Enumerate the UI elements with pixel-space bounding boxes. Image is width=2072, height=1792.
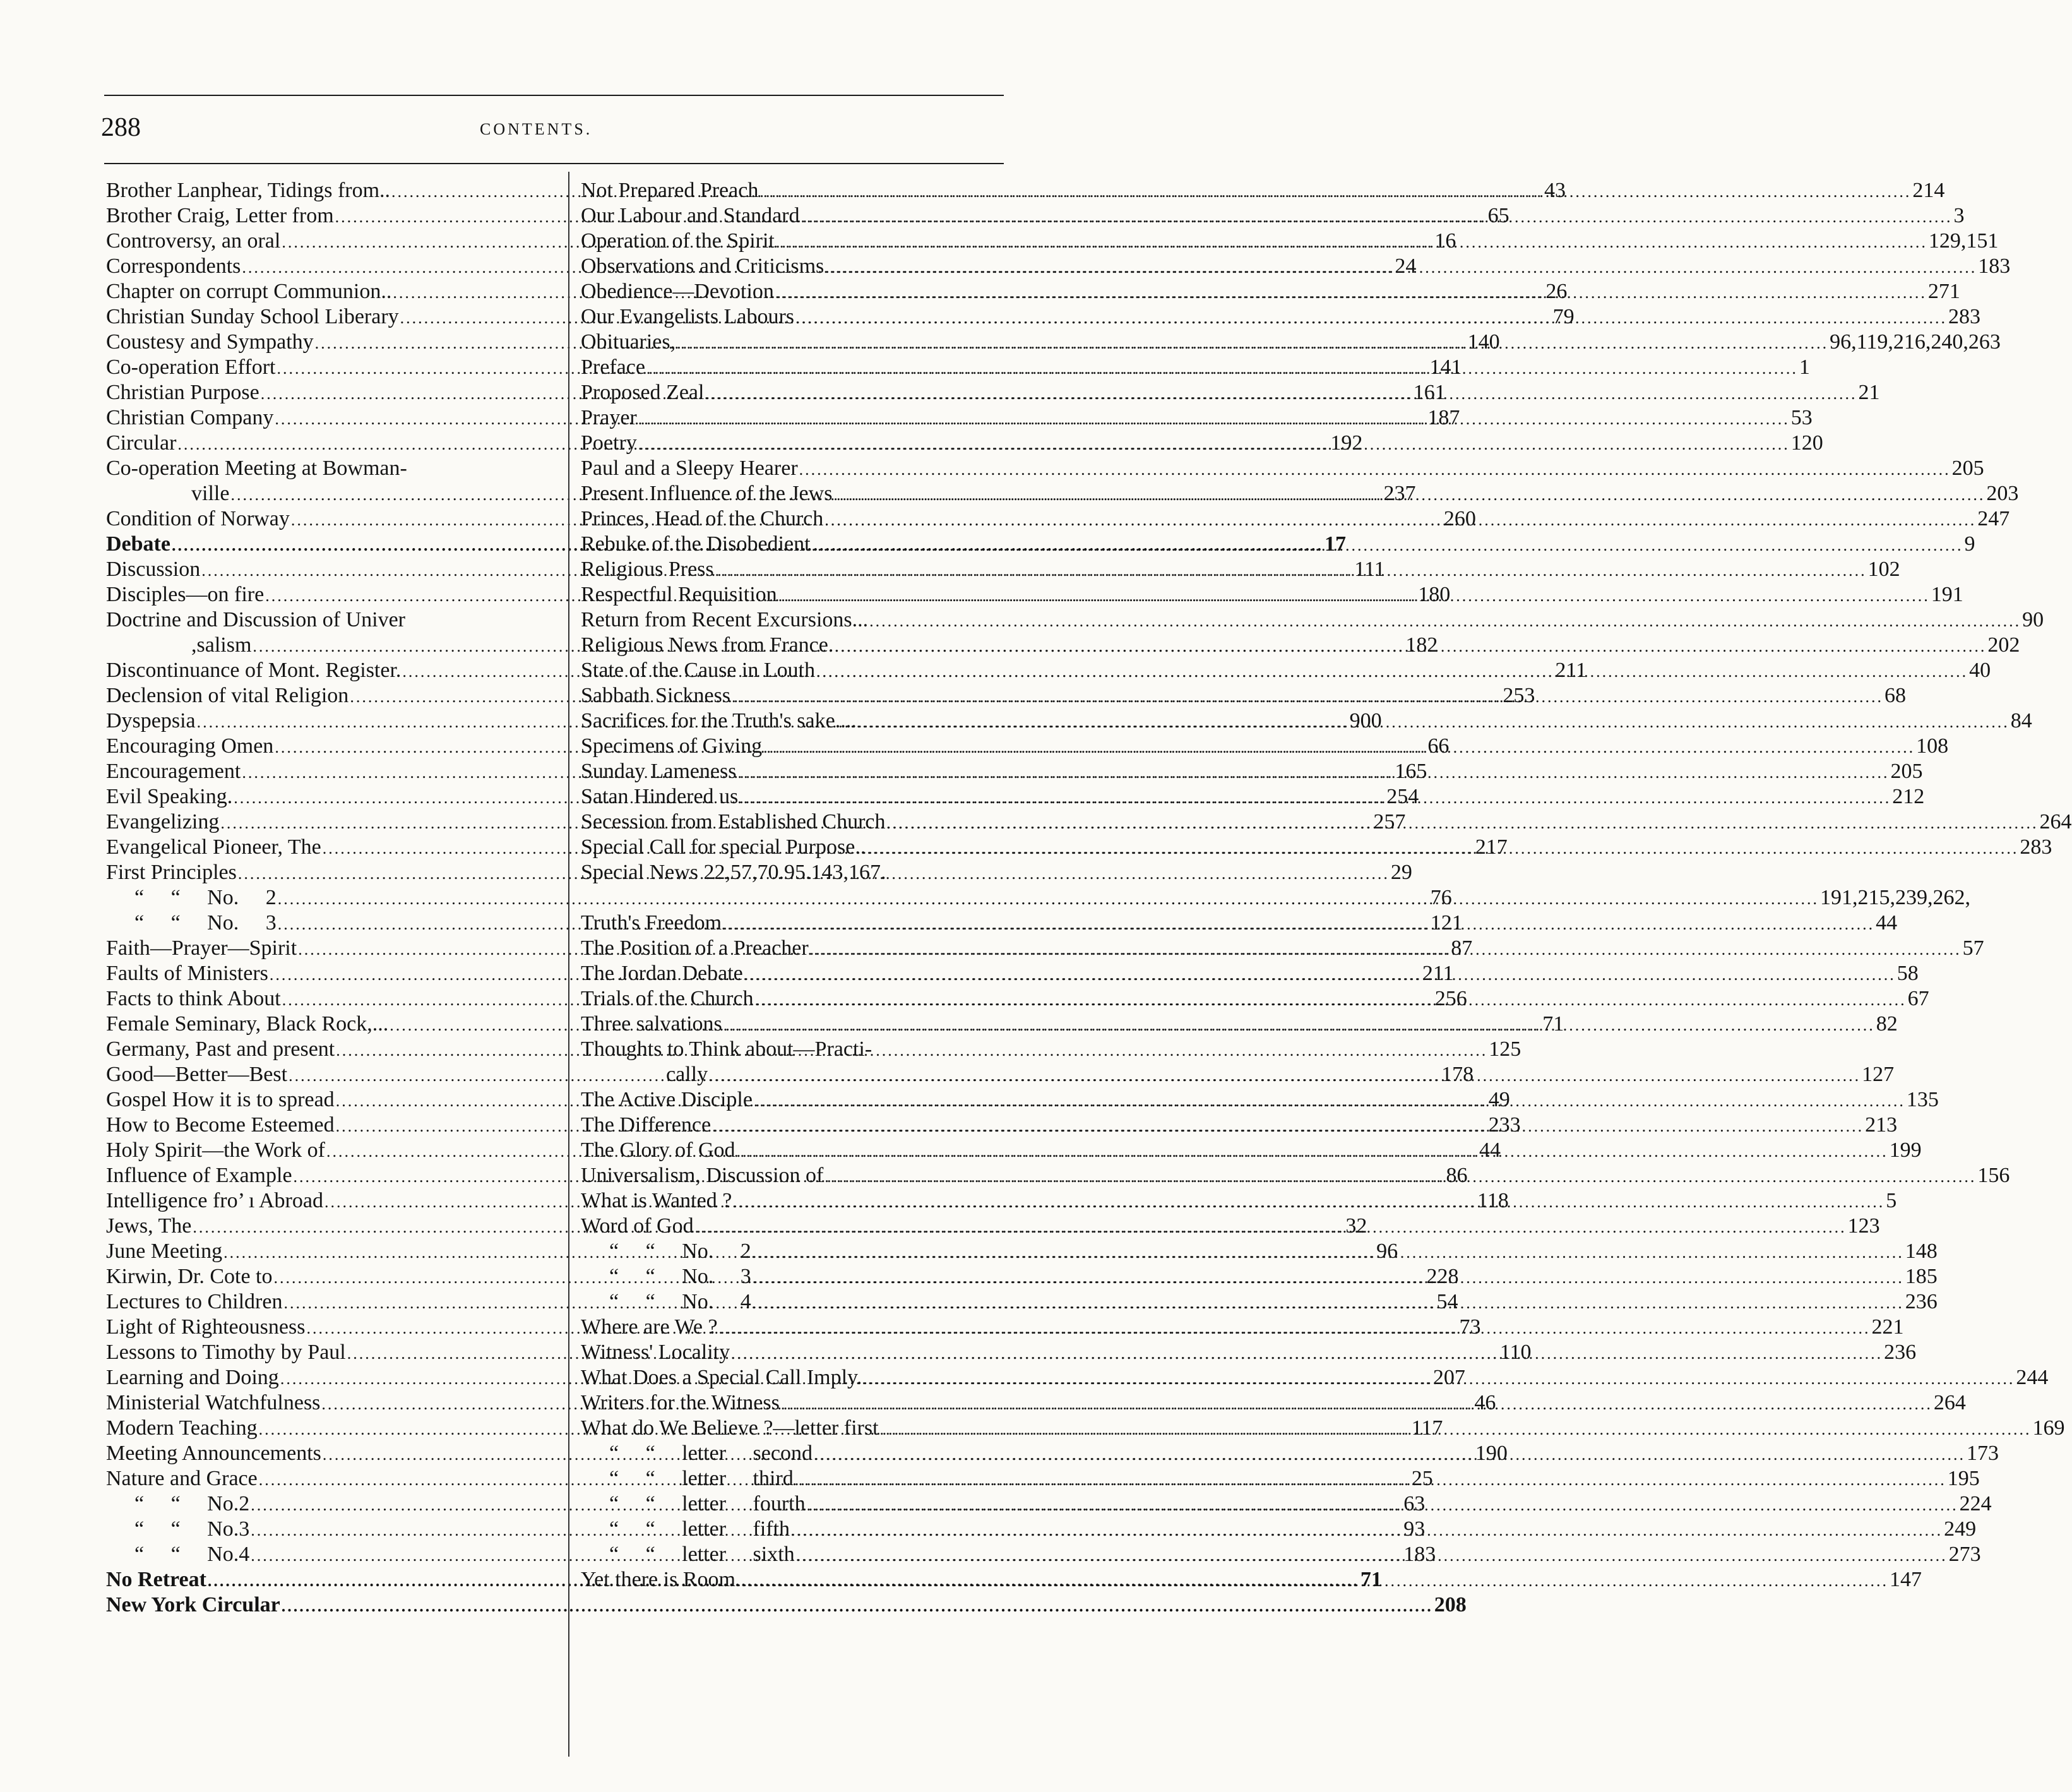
- entry-page: 273: [1948, 1543, 1981, 1566]
- entry-page: 5: [1886, 1189, 1897, 1212]
- dot-leader: [637, 432, 1791, 457]
- entry-title: What Does a Special Call Imply.: [581, 1366, 862, 1389]
- contents-entry: [106, 607, 554, 633]
- dot-leader: [751, 1265, 1905, 1291]
- entry-page: 65: [1487, 204, 1509, 227]
- entry-title: Not Prepared Preach: [581, 179, 759, 202]
- entry-title: Poetry: [581, 431, 637, 455]
- entry-title: “ “ letter second: [609, 1442, 813, 1465]
- entry-page: 205: [1890, 760, 1923, 783]
- entry-page: 202: [1987, 633, 2020, 657]
- entry-title: Observations and Criticisms: [581, 254, 825, 278]
- entry-title: Faults of Ministers: [106, 962, 268, 985]
- entry-page: 141: [1429, 355, 1462, 379]
- entry-page: 46: [1474, 1391, 1496, 1414]
- entry-title: cally: [666, 1063, 708, 1086]
- entry-title: Gospel How it is to spread: [106, 1088, 335, 1111]
- contents-entry: [581, 860, 1018, 885]
- entry-title: Christian Purpose: [106, 381, 259, 404]
- dot-leader: [722, 1013, 1876, 1038]
- entry-page: 93: [1403, 1517, 1426, 1541]
- entry-page: 57: [1962, 936, 1984, 960]
- dot-leader: [857, 710, 2011, 735]
- entry-title: What do We Believe ?—letter first: [581, 1416, 879, 1440]
- dot-leader: [708, 1063, 1862, 1089]
- entry-page: 178: [1441, 1063, 1474, 1086]
- dot-leader: [751, 1240, 1905, 1265]
- entry-page: 121: [1430, 911, 1463, 935]
- dot-leader: [790, 1518, 1944, 1543]
- dot-leader: [806, 1493, 1960, 1518]
- entry-page: 213: [1865, 1113, 1898, 1137]
- entry-title: Preface: [581, 355, 645, 379]
- entry-page: 283: [1948, 305, 1981, 328]
- dot-leader: [718, 1316, 1872, 1341]
- entry-title: Witness' Locality: [581, 1341, 730, 1364]
- entry-title: Lessons to Timothy by Paul: [106, 1341, 346, 1364]
- entry-title: “ “ letter fifth: [609, 1517, 790, 1541]
- entry-page: 44: [1479, 1138, 1501, 1162]
- entry-page: 53: [1790, 406, 1813, 429]
- entry-title: ,salism: [191, 633, 252, 657]
- entry-title: First Principles: [106, 861, 237, 884]
- dot-leader: [815, 659, 1969, 684]
- entry-title: “ “ No. 3: [134, 911, 277, 935]
- dot-leader: [753, 1089, 1907, 1114]
- dot-leader: [833, 634, 1987, 659]
- entry-title: ville: [191, 482, 230, 505]
- entry-page: 96,119,216,240,263: [1830, 330, 2001, 354]
- entry-title: Discontinuance of Mont. Register.: [106, 659, 402, 682]
- entry-title: Brother Lanphear, Tidings from..: [106, 179, 391, 202]
- entry-page: 79: [1552, 305, 1575, 328]
- entry-title: Debate: [106, 532, 170, 556]
- entry-title: Religious News from France.: [581, 633, 834, 657]
- header-rule: [104, 163, 1004, 164]
- contents-entry: [106, 1592, 1467, 1618]
- dot-leader: [780, 1392, 1934, 1417]
- top-rule: [104, 95, 1004, 96]
- entry-page: 185: [1905, 1265, 1938, 1288]
- entry-page: 156: [1977, 1164, 2010, 1187]
- dot-leader: [813, 1442, 1967, 1467]
- entry-title: Special Call for special Purpose..: [581, 835, 866, 859]
- entry-title: Disciples—on fire: [106, 583, 265, 606]
- dot-leader: [730, 684, 1884, 710]
- entry-title: Jews, The: [106, 1214, 192, 1238]
- entry-title: Prayer: [581, 406, 637, 429]
- entry-title: Co-operation Meeting at Bowman-: [106, 457, 407, 480]
- entry-title: Declension of vital Religion: [106, 684, 349, 707]
- entry-page: 161: [1413, 381, 1446, 404]
- entry-title: Brother Craig, Letter from: [106, 204, 334, 227]
- entry-title: Facts to think About: [106, 987, 281, 1010]
- dot-leader: [735, 1139, 1890, 1164]
- entry-page: 118: [1477, 1189, 1509, 1212]
- entry-page: 44: [1876, 911, 1898, 935]
- entry-title: Our Evangelists Labours: [581, 305, 795, 328]
- entry-page: 24: [1395, 254, 1417, 278]
- entry-page: 224: [1959, 1492, 1992, 1515]
- entry-page: 32: [1345, 1214, 1367, 1238]
- entry-title: Special News 22,57,70.95.143,167.: [581, 861, 886, 884]
- entry-page: 84: [2010, 709, 2032, 732]
- entry-page: 120: [1790, 431, 1823, 455]
- entry-title: “ “ No.2: [134, 1492, 250, 1515]
- entry-page: 191: [1931, 583, 1963, 606]
- entry-title: Chapter on corrupt Communion..: [106, 280, 392, 303]
- entry-title: The Glory of God: [581, 1138, 735, 1162]
- entry-page: 237: [1383, 482, 1416, 505]
- entry-title: Evangelizing: [106, 810, 220, 833]
- dot-leader: [730, 1341, 1884, 1366]
- entry-title: “ “ No.4: [134, 1543, 250, 1566]
- entry-page: 140: [1467, 330, 1500, 354]
- entry-title: Discussion: [106, 558, 201, 581]
- entry-page: 236: [1884, 1341, 1917, 1364]
- entry-title: Good—Better—Best: [106, 1063, 288, 1086]
- contents-entry: [581, 456, 1984, 481]
- dot-leader: [762, 735, 1916, 760]
- entry-title: “ “ No. 3: [609, 1265, 751, 1288]
- entry-page: 211: [1555, 659, 1587, 682]
- entry-title: The Active Disciple: [581, 1088, 753, 1111]
- entry-title: Thoughts to Think about—Practi-: [581, 1037, 872, 1061]
- entry-page: 25: [1411, 1467, 1433, 1490]
- entry-title: “ “ No. 4: [609, 1290, 751, 1313]
- entry-page: 90: [2022, 608, 2044, 631]
- dot-leader: [866, 836, 2020, 861]
- dot-leader: [711, 1114, 1865, 1139]
- entry-page: 165: [1395, 760, 1427, 783]
- entry-page: 123: [1847, 1214, 1880, 1238]
- entry-title: Princes, Head of the Church: [581, 507, 824, 530]
- entry-page: 192: [1330, 431, 1363, 455]
- entry-title: Correspondents: [106, 254, 241, 278]
- entry-title: Encouraging Omen: [106, 734, 274, 758]
- dot-leader: [798, 457, 1952, 482]
- entry-title: Ministerial Watchfulness: [106, 1391, 321, 1414]
- entry-page: 190: [1475, 1442, 1508, 1465]
- entry-page: 236: [1905, 1290, 1938, 1313]
- entry-title: How to Become Esteemed: [106, 1113, 335, 1137]
- dot-leader: [879, 1417, 2033, 1442]
- entry-title: “ “ No. 2: [609, 1239, 751, 1263]
- entry-title: Doctrine and Discussion of Univer: [106, 608, 406, 631]
- entry-page: 63: [1403, 1492, 1426, 1515]
- entry-page: 187: [1427, 406, 1460, 429]
- dot-leader: [743, 962, 1897, 988]
- entry-title: “ “ letter fourth: [609, 1492, 806, 1515]
- dot-leader: [722, 912, 1876, 937]
- entry-page: 183: [1403, 1543, 1436, 1566]
- entry-title: Circular: [106, 431, 177, 455]
- entry-title: Proposed Zeal: [581, 381, 705, 404]
- entry-page: 257: [1373, 810, 1406, 833]
- entry-title: Germany, Past and present: [106, 1037, 335, 1061]
- entry-title: Holy Spirit—the Work of: [106, 1138, 326, 1162]
- entry-page: 17: [1324, 532, 1346, 556]
- entry-title: Sabbath Sickness: [581, 684, 731, 707]
- entry-title: Yet there is Room: [581, 1568, 735, 1591]
- entry-page: 73: [1459, 1315, 1481, 1339]
- dot-leader: [777, 583, 1931, 609]
- entry-title: Christian Company: [106, 406, 274, 429]
- entry-title: Christian Sunday School Liberary: [106, 305, 399, 328]
- entry-page: 3: [1953, 204, 1965, 227]
- entry-title: Modern Teaching: [106, 1416, 258, 1440]
- dot-leader: [751, 1291, 1905, 1316]
- dot-leader: [738, 785, 1892, 811]
- entry-page: 26: [1545, 280, 1568, 303]
- dot-leader: [774, 280, 1928, 306]
- entry-title: Lectures to Children: [106, 1290, 283, 1313]
- entry-page: 271: [1927, 280, 1960, 303]
- dot-leader: [794, 306, 1948, 331]
- entry-title: “ “ letter sixth: [609, 1543, 795, 1566]
- entry-title: Operation of the Spirit: [581, 229, 775, 253]
- entry-page: 86: [1446, 1164, 1468, 1187]
- entry-page: 212: [1892, 785, 1925, 808]
- dot-leader: [676, 331, 1830, 356]
- entry-title: Coustesy and Sympathy: [106, 330, 314, 354]
- entry-title: Our Labour and Standard: [581, 204, 800, 227]
- entry-title: Specimens of Giving: [581, 734, 763, 758]
- entry-page: 1: [1799, 355, 1810, 379]
- entry-page: 264: [1933, 1391, 1966, 1414]
- entry-title: Kirwin, Dr. Cote to: [106, 1265, 273, 1288]
- page-number: 288: [101, 113, 141, 142]
- entry-title: Meeting Announcements: [106, 1442, 321, 1465]
- dot-leader: [886, 811, 2040, 836]
- entry-title: Rebuke of the Disobedient: [581, 532, 811, 556]
- entry-page: 203: [1986, 482, 2019, 505]
- entry-page: 147: [1889, 1568, 1922, 1591]
- entry-page: 254: [1386, 785, 1419, 808]
- entry-page: 135: [1906, 1088, 1939, 1111]
- entry-title: The Jordan Debate: [581, 962, 743, 985]
- dot-leader: [809, 937, 1963, 962]
- entry-title: State of the Cause in Louth: [581, 659, 816, 682]
- entry-title: Evil Speaking.: [106, 785, 233, 808]
- dot-leader: [694, 1215, 1848, 1240]
- entry-page: 9: [1964, 532, 1975, 556]
- entry-page: 148: [1905, 1239, 1938, 1263]
- dot-leader: [735, 1568, 1890, 1594]
- entry-page: 191,215,239,262,: [1820, 886, 1970, 909]
- entry-page: 108: [1916, 734, 1949, 758]
- entry-title: Truth's Freedom: [581, 911, 722, 935]
- entry-title: The Difference: [581, 1113, 712, 1137]
- dot-leader: [714, 558, 1868, 583]
- running-head: CONTENTS.: [480, 120, 593, 138]
- entry-title: Nature and Grace: [106, 1467, 258, 1490]
- entry-title: Dyspepsia: [106, 709, 196, 732]
- entry-page: 249: [1944, 1517, 1977, 1541]
- entry-title: Influence of Example: [106, 1164, 292, 1187]
- entry-page: 82: [1876, 1012, 1898, 1036]
- entry-title: What is Wanted ?: [581, 1189, 732, 1212]
- contents-entry: [581, 607, 2044, 633]
- entry-title: Obituaries,: [581, 330, 676, 354]
- entry-title: Secession from Established Church: [581, 810, 886, 833]
- column-divider: [568, 172, 569, 1757]
- dot-leader: [795, 1543, 1949, 1568]
- entry-page: 67: [1907, 987, 1929, 1010]
- entry-page: 125: [1489, 1037, 1521, 1061]
- dot-leader: [824, 255, 1978, 280]
- entry-page: 58: [1896, 962, 1919, 985]
- dot-leader: [794, 1467, 1948, 1493]
- entry-page: 182: [1405, 633, 1438, 657]
- entry-page: 211: [1422, 962, 1454, 985]
- entry-page: 40: [1969, 659, 1991, 682]
- dot-leader: [280, 1594, 1434, 1619]
- dot-leader: [800, 205, 1954, 230]
- contents-entry: [581, 1037, 1018, 1062]
- entry-page: 117: [1411, 1416, 1443, 1440]
- entry-page: 228: [1426, 1265, 1459, 1288]
- entry-page: 96: [1376, 1239, 1398, 1263]
- entry-title: Female Seminary, Black Rock,...: [106, 1012, 389, 1036]
- entry-title: Writers for the Witness: [581, 1391, 780, 1414]
- entry-page: 214: [1912, 179, 1945, 202]
- dot-leader: [637, 407, 1791, 432]
- dot-leader: [775, 230, 1929, 255]
- entry-title: The Position of a Preacher: [581, 936, 809, 960]
- entry-title: Satan Hindered us: [581, 785, 739, 808]
- entry-title: Obedience—Devotion: [581, 280, 774, 303]
- contents-entry: [106, 456, 554, 481]
- entry-title: Learning and Doing: [106, 1366, 279, 1389]
- entry-page: 54: [1436, 1290, 1458, 1313]
- dot-leader: [732, 1190, 1886, 1215]
- entry-page: 264: [2039, 810, 2072, 833]
- entry-page: 256: [1434, 987, 1467, 1010]
- dot-leader: [823, 508, 1977, 533]
- entry-page: 195: [1947, 1467, 1980, 1490]
- dot-leader: [811, 533, 1965, 558]
- dot-leader: [754, 988, 1908, 1013]
- entry-page: 205: [1951, 457, 1984, 480]
- dot-leader: [823, 1164, 1977, 1190]
- entry-title: Present Influence of the Jews: [581, 482, 833, 505]
- entry-title: Return from Recent Excursions...: [581, 608, 869, 631]
- entry-title: Faith—Prayer—Spirit: [106, 936, 297, 960]
- entry-page: 244: [2016, 1366, 2049, 1389]
- entry-page: 29: [1390, 861, 1412, 884]
- entry-title: “ “ letter third: [609, 1467, 794, 1490]
- entry-title: “ “ No. 2: [134, 886, 277, 909]
- entry-title: Encouragement: [106, 760, 241, 783]
- entry-page: 283: [2020, 835, 2052, 859]
- entry-page: 102: [1867, 558, 1900, 581]
- entry-title: Controversy, an oral: [106, 229, 281, 253]
- entry-title: “ “ No.3: [134, 1517, 250, 1541]
- entry-title: Trials of the Church: [581, 987, 754, 1010]
- entry-page: 71: [1542, 1012, 1564, 1036]
- dot-leader: [862, 1366, 2016, 1392]
- entry-title: Intelligence fro’ ı Abroad: [106, 1189, 323, 1212]
- entry-title: Where are We ?: [581, 1315, 718, 1339]
- entry-page: 173: [1966, 1442, 1999, 1465]
- entry-page: 76: [1430, 886, 1452, 909]
- entry-page: 71: [1360, 1568, 1382, 1591]
- entry-page: 21: [1858, 381, 1880, 404]
- entry-page: 260: [1443, 507, 1476, 530]
- entry-page: 208: [1434, 1593, 1467, 1616]
- entry-title: Universalism, Discussion of: [581, 1164, 824, 1187]
- entry-page: 68: [1884, 684, 1907, 707]
- entry-page: 169: [2032, 1416, 2065, 1440]
- entry-page: 233: [1488, 1113, 1521, 1137]
- entry-page: 207: [1432, 1366, 1465, 1389]
- entry-page: 183: [1978, 254, 2011, 278]
- entry-title: Sacrifices for the Truth's sake....: [581, 709, 857, 732]
- entry-page: 43: [1544, 179, 1566, 202]
- entry-title: Sunday Lameness: [581, 760, 737, 783]
- contents-entry: [106, 885, 1452, 911]
- dot-leader: [868, 609, 2022, 634]
- entry-title: No Retreat: [106, 1568, 206, 1591]
- entry-page: 111: [1354, 558, 1385, 581]
- entry-title: Three salvations: [581, 1012, 722, 1036]
- entry-title: Respectful Requisition: [581, 583, 777, 606]
- dot-leader: [645, 356, 1799, 381]
- entry-page: 247: [1977, 507, 2010, 530]
- entry-page: 87: [1451, 936, 1473, 960]
- dot-leader: [704, 381, 1858, 407]
- entry-title: Light of Righteousness: [106, 1315, 306, 1339]
- entry-title: Co-operation Effort: [106, 355, 276, 379]
- dot-leader: [758, 179, 1912, 205]
- entry-page: 900: [1349, 709, 1382, 732]
- entry-page: 129,151: [1928, 229, 1999, 253]
- entry-title: New York Circular: [106, 1593, 280, 1616]
- entry-page: 253: [1503, 684, 1535, 707]
- entry-title: Condition of Norway: [106, 507, 290, 530]
- entry-page: 217: [1475, 835, 1508, 859]
- entry-title: June Meeting: [106, 1239, 223, 1263]
- entry-page: 49: [1488, 1088, 1510, 1111]
- entry-title: Religious Press: [581, 558, 714, 581]
- entry-page: 221: [1871, 1315, 1904, 1339]
- entry-title: Evangelical Pioneer, The: [106, 835, 321, 859]
- dot-leader: [666, 887, 1820, 912]
- dot-leader: [736, 760, 1890, 785]
- entry-page: 16: [1434, 229, 1456, 253]
- entry-title: Word of God: [581, 1214, 694, 1238]
- entry-page: 66: [1427, 734, 1450, 758]
- entry-title: Paul and a Sleepy Hearer: [581, 457, 798, 480]
- entry-page: 127: [1862, 1063, 1895, 1086]
- dot-leader: [832, 482, 1986, 508]
- entry-page: 180: [1418, 583, 1451, 606]
- entry-page: 199: [1889, 1138, 1922, 1162]
- entry-page: 110: [1499, 1341, 1532, 1364]
